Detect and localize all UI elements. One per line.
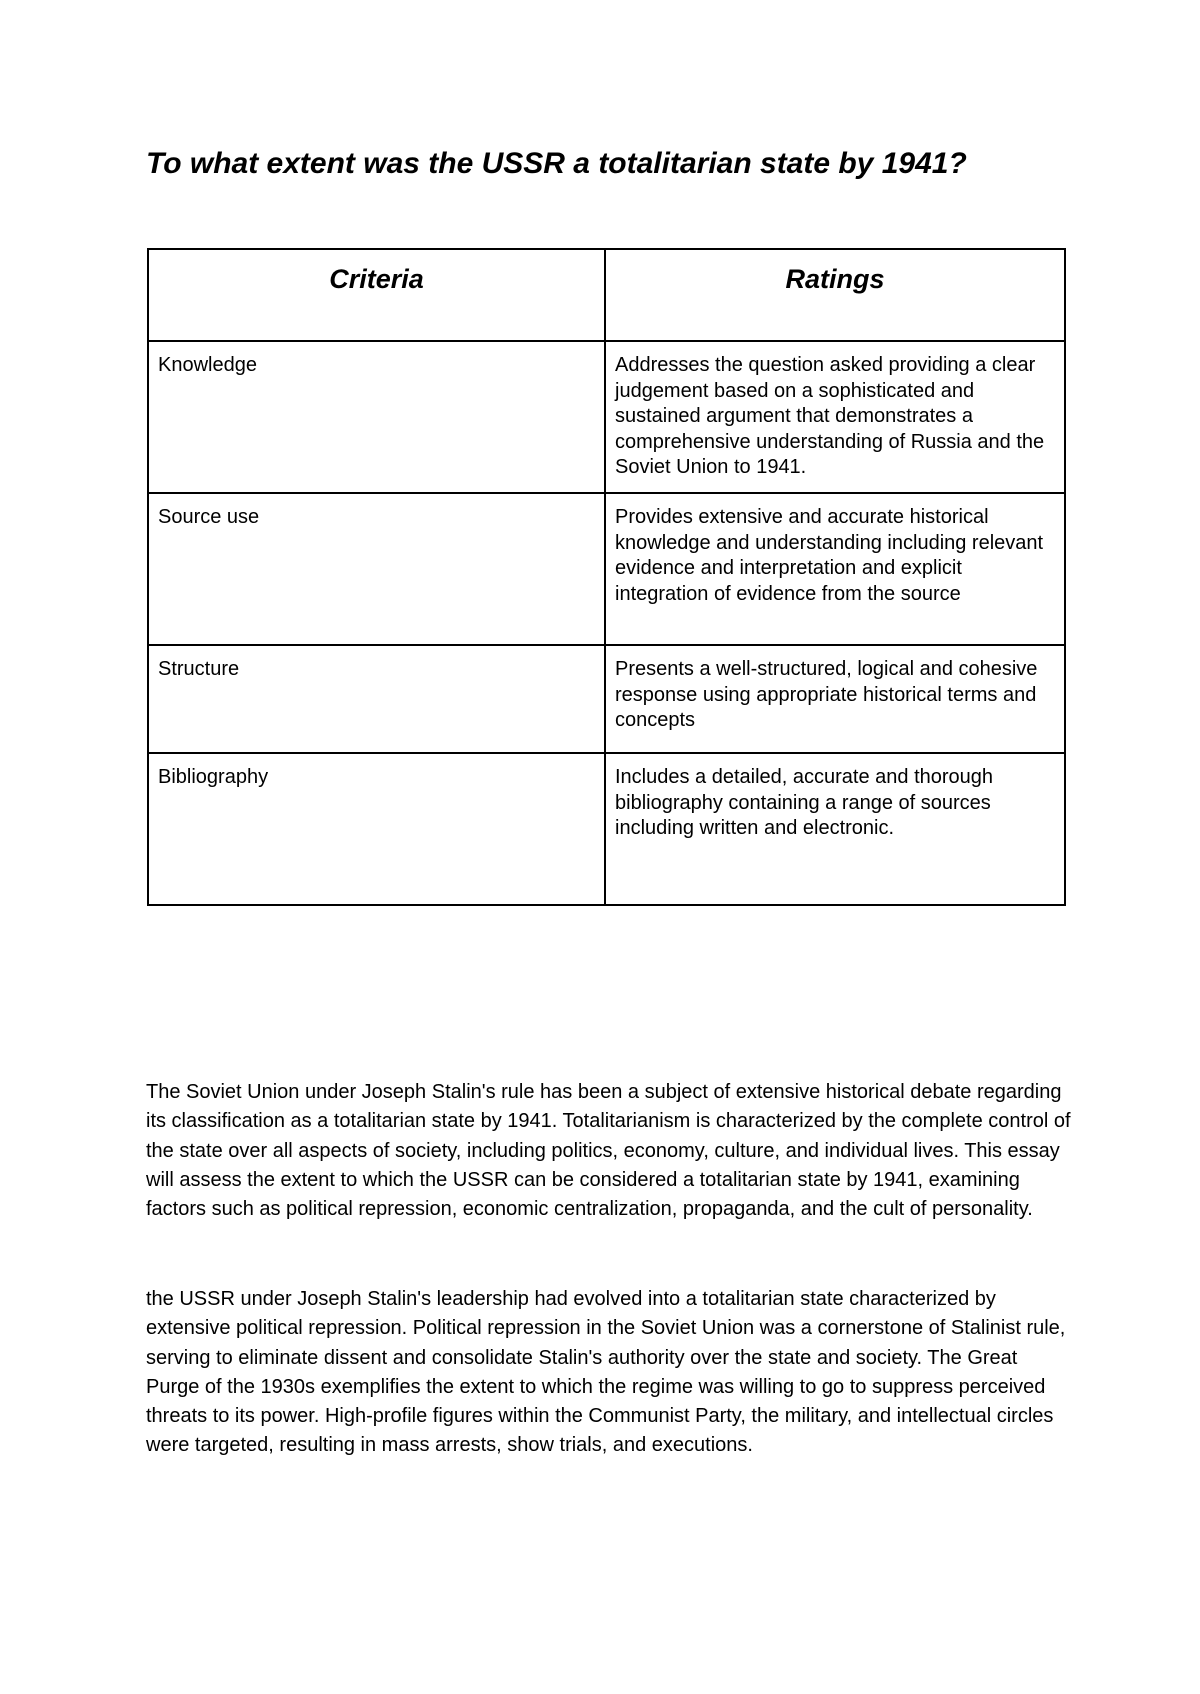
header-ratings-label: Ratings xyxy=(785,264,885,294)
rating-cell xyxy=(605,753,1065,905)
table-header-row xyxy=(148,249,1065,341)
rating-cell xyxy=(605,645,1065,753)
header-criteria-label: Criteria xyxy=(329,264,424,294)
criteria-cell xyxy=(148,753,605,905)
table-row xyxy=(148,341,1065,493)
criteria-text: Bibliography xyxy=(158,766,269,788)
rating-cell xyxy=(605,341,1065,493)
rating-text: Presents a well-structured, logical and cohesive response using appropriate historical terms and concepts xyxy=(615,658,1038,731)
header-ratings xyxy=(605,249,1065,341)
criteria-cell xyxy=(148,645,605,753)
criteria-text: Structure xyxy=(158,658,240,680)
essay-paragraph-repression: the USSR under Joseph Stalin's leadership had evolved into a totalitarian state characterized by extensive political repression. Political repression in the Soviet Union was a cornerstone of Stalinist rule, serving to eliminate dissent and consolidate Stalin's authority over the state and society. The Great Purge of the 1930s exemplifies the extent to which the regime was willing to go to suppress perceived threats to its power. High-profile figures within the Communist Party, the military, and intellectual circles were targeted, resulting in mass arrests, show trials, and executions. xyxy=(146,1288,1066,1457)
table-row xyxy=(148,493,1065,645)
criteria-cell xyxy=(148,341,605,493)
table-row xyxy=(148,645,1065,753)
criteria-text: Knowledge xyxy=(158,354,257,376)
essay-paragraph-intro: The Soviet Union under Joseph Stalin's rule has been a subject of extensive historical debate regarding its classification as a totalitarian state by 1941. Totalitarianism is characterized by the complete control of the state over all aspects of society, including politics, economy, culture, and individual lives. This essay will assess the extent to which the USSR can be considered a totalitarian state by 1941, examining factors such as political repression, economic centralization, propaganda, and the cult of personality. xyxy=(146,1081,1071,1221)
criteria-text: Source use xyxy=(158,506,260,528)
rating-text: Includes a detailed, accurate and thorough bibliography containing a range of sources including written and electronic. xyxy=(615,766,994,839)
document-title: To what extent was the USSR a totalitarian state by 1941? xyxy=(146,147,967,180)
header-criteria xyxy=(148,249,605,341)
criteria-cell xyxy=(148,493,605,645)
rating-text: Provides extensive and accurate historical knowledge and understanding including relevant evidence and interpretation and explicit integration of evidence from the source xyxy=(615,506,1044,605)
rubric-table xyxy=(147,248,1066,906)
rating-text: Addresses the question asked providing a clear judgement based on a sophisticated and sustained argument that demonstrates a comprehensive understanding of Russia and the Soviet Union to 1941. xyxy=(615,354,1045,478)
rating-cell xyxy=(605,493,1065,645)
table-row xyxy=(148,753,1065,905)
